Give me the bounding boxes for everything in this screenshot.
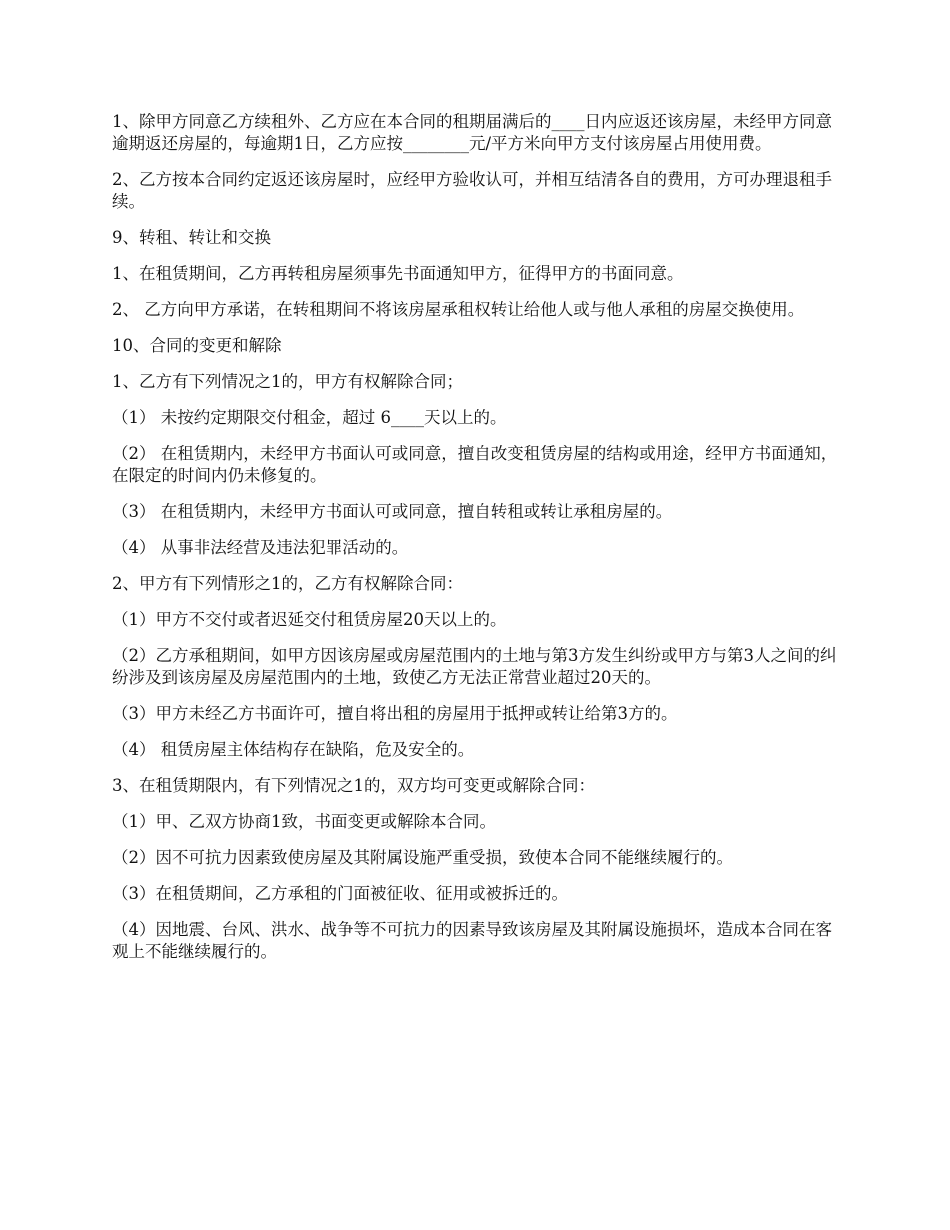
section-heading-sublease: 9、转租、转让和交换 xyxy=(112,228,271,247)
document-page xyxy=(112,111,840,977)
section-heading-termination: 10、合同的变更和解除 xyxy=(112,336,282,355)
clause-return-inspection: 2、乙方按本合同约定返还该房屋时，应经甲方验收认可，并相互结清各自的费用，方可办理退租手续。 xyxy=(112,170,832,211)
list-item: （2）因不可抗力因素致使房屋及其附属设施严重受损，致使本合同不能继续履行的。 xyxy=(112,848,733,867)
clause-tenant-termination: 2、甲方有下列情形之1的，乙方有权解除合同： xyxy=(112,574,463,593)
list-item: （4）因地震、台风、洪水、战争等不可抗力的因素导致该房屋及其附属设施损坏，造成本合同在客观上不能继续履行的。 xyxy=(112,920,832,961)
list-item: （4） 从事非法经营及违法犯罪活动的。 xyxy=(112,538,409,557)
list-item: （1）甲方不交付或者迟延交付租赁房屋20天以上的。 xyxy=(112,610,507,629)
list-item: （2） 在租赁期内，未经甲方书面认可或同意，擅自改变租赁房屋的结构或用途，经甲方书面通知，在限定的时间内仍未修复的。 xyxy=(112,444,838,485)
clause-sublease-notice: 1、在租赁期间，乙方再转租房屋须事先书面通知甲方，征得甲方的书面同意。 xyxy=(112,264,684,283)
clause-landlord-termination: 1、乙方有下列情况之1的，甲方有权解除合同； xyxy=(112,372,463,391)
list-item: （4） 租赁房屋主体结构存在缺陷，危及安全的。 xyxy=(112,740,475,759)
clause-return-deadline: 1、除甲方同意乙方续租外、乙方应在本合同的租期届满后的____日内应返还该房屋，未经甲方同意逾期返还房屋的，每逾期1日，乙方应按________元/平方米向甲方支付该房屋占用使用费。 xyxy=(112,112,832,153)
list-item: （3）甲方未经乙方书面许可，擅自将出租的房屋用于抵押或转让给第3方的。 xyxy=(112,704,678,723)
list-item: （1）甲、乙双方协商1致，书面变更或解除本合同。 xyxy=(112,812,496,831)
clause-sublease-promise: 2、 乙方向甲方承诺，在转租期间不将该房屋承租权转让给他人或与他人承租的房屋交换使用。 xyxy=(112,300,805,319)
list-item: （2）乙方承租期间，如甲方因该房屋或房屋范围内的土地与第3方发生纠纷或甲方与第3人之间的纠纷涉及到该房屋及房屋范围内的土地，致使乙方无法正常营业超过20天的。 xyxy=(112,646,837,687)
list-item: （3）在租赁期间，乙方承租的门面被征收、征用或被拆迁的。 xyxy=(112,884,568,903)
clause-mutual-termination: 3、在租赁期限内，有下列情况之1的，双方均可变更或解除合同： xyxy=(112,776,595,795)
list-item: （1） 未按约定期限交付租金，超过 6____天以上的。 xyxy=(112,408,507,427)
list-item: （3） 在租赁期内，未经甲方书面认可或同意，擅自转租或转让承租房屋的。 xyxy=(112,502,673,521)
